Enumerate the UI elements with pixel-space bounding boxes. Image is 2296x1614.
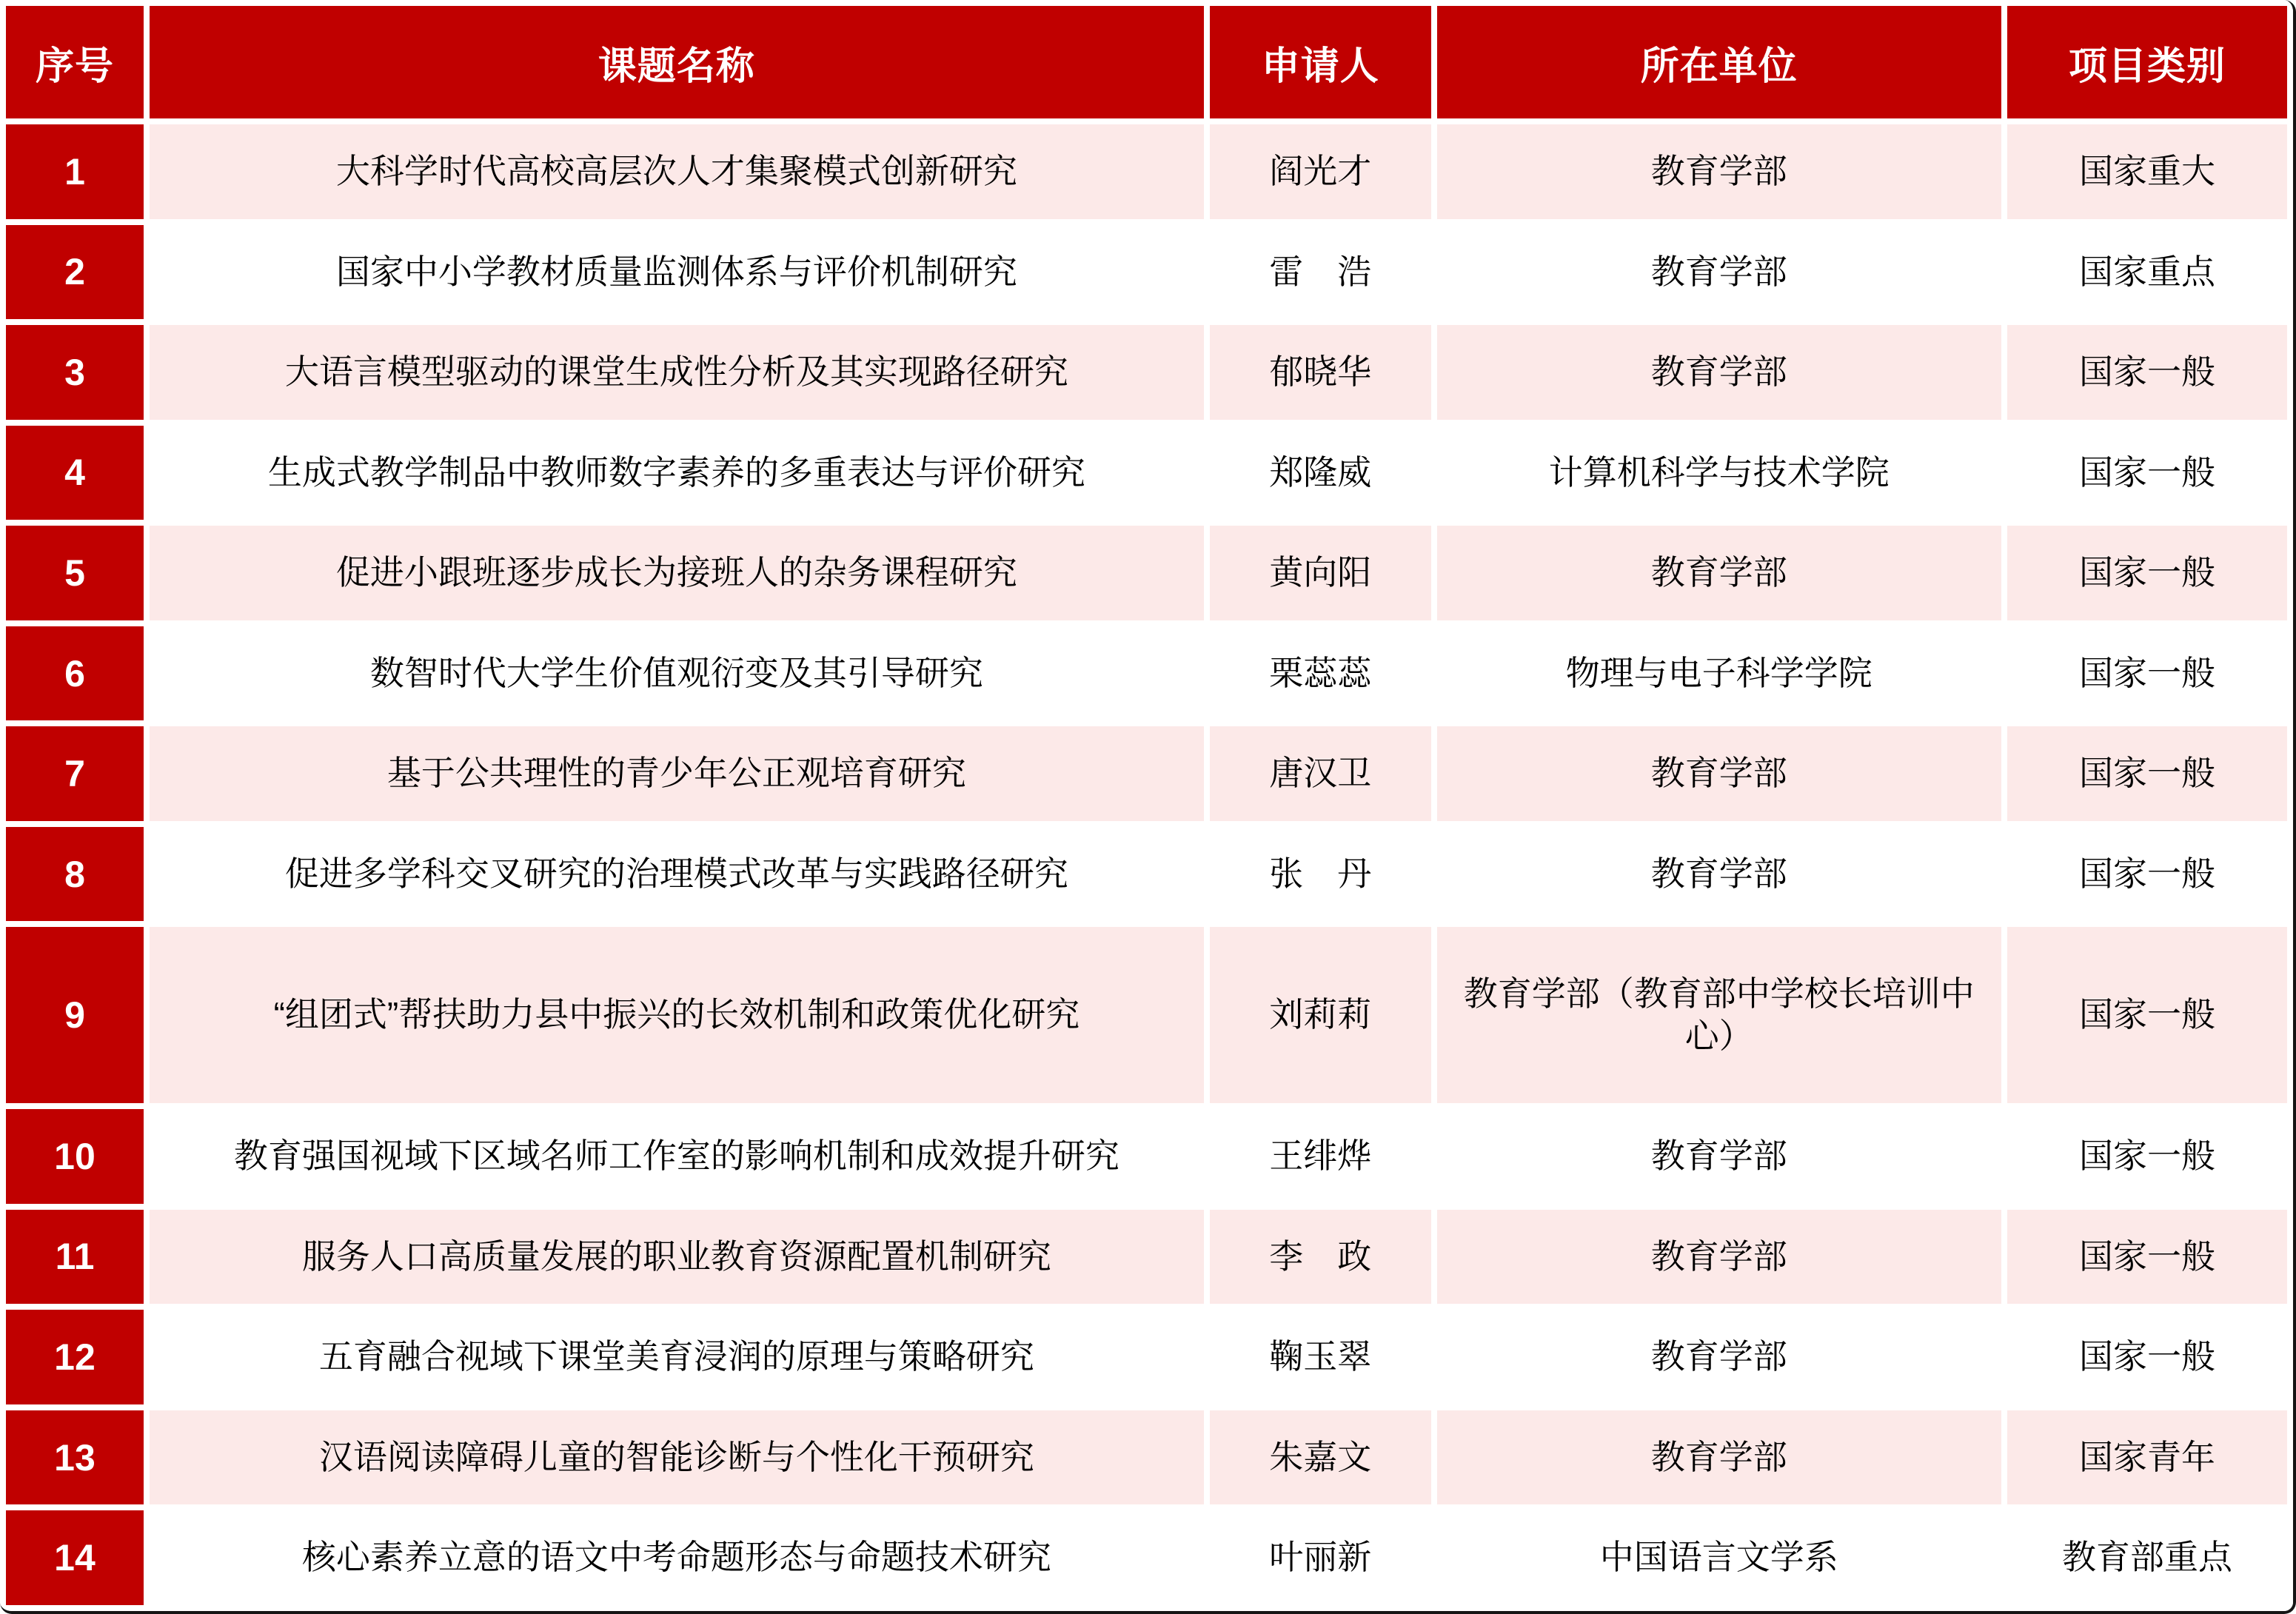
table-header <box>6 6 2287 118</box>
cell-category: 教育部重点 <box>2007 1510 2287 1605</box>
cell-unit: 教育学部 <box>1437 726 2001 821</box>
table-row <box>6 1210 2287 1305</box>
cell-category: 国家一般 <box>2007 927 2287 1103</box>
cell-title: 大科学时代高校高层次人才集聚模式创新研究 <box>150 124 1204 219</box>
cell-applicant: 李 政 <box>1210 1210 1431 1305</box>
cell-index: 2 <box>6 225 144 320</box>
header-row <box>6 6 2287 118</box>
cell-index: 14 <box>6 1510 144 1605</box>
cell-index: 6 <box>6 626 144 721</box>
cell-index: 1 <box>6 124 144 219</box>
cell-index: 11 <box>6 1210 144 1305</box>
cell-title: 生成式教学制品中教师数字素养的多重表达与评价研究 <box>150 426 1204 520</box>
table-row <box>6 426 2287 520</box>
cell-index: 12 <box>6 1310 144 1404</box>
cell-category: 国家青年 <box>2007 1410 2287 1505</box>
cell-category: 国家重大 <box>2007 124 2287 219</box>
header-index: 序号 <box>6 6 144 118</box>
header-unit: 所在单位 <box>1437 6 2001 118</box>
cell-category: 国家一般 <box>2007 1310 2287 1404</box>
table-row <box>6 124 2287 219</box>
cell-category: 国家一般 <box>2007 1109 2287 1204</box>
cell-unit: 教育学部（教育部中学校长培训中心） <box>1437 927 2001 1103</box>
cell-title: 促进小跟班逐步成长为接班人的杂务课程研究 <box>150 526 1204 620</box>
cell-unit: 教育学部 <box>1437 526 2001 620</box>
cell-applicant: 张 丹 <box>1210 827 1431 922</box>
cell-title: 基于公共理性的青少年公正观培育研究 <box>150 726 1204 821</box>
cell-applicant: 黄向阳 <box>1210 526 1431 620</box>
header-title: 课题名称 <box>150 6 1204 118</box>
table-row <box>6 626 2287 721</box>
table-body <box>6 124 2287 1605</box>
cell-category: 国家一般 <box>2007 325 2287 420</box>
cell-applicant: 叶丽新 <box>1210 1510 1431 1605</box>
cell-category: 国家一般 <box>2007 726 2287 821</box>
table-row <box>6 325 2287 420</box>
cell-applicant: 王绯烨 <box>1210 1109 1431 1204</box>
table-row <box>6 225 2287 320</box>
cell-unit: 教育学部 <box>1437 325 2001 420</box>
cell-title: 教育强国视域下区域名师工作室的影响机制和成效提升研究 <box>150 1109 1204 1204</box>
cell-applicant: 朱嘉文 <box>1210 1410 1431 1505</box>
cell-category: 国家重点 <box>2007 225 2287 320</box>
cell-title: 促进多学科交叉研究的治理模式改革与实践路径研究 <box>150 827 1204 922</box>
cell-index: 8 <box>6 827 144 922</box>
table-row <box>6 1109 2287 1204</box>
cell-applicant: 雷 浩 <box>1210 225 1431 320</box>
cell-category: 国家一般 <box>2007 426 2287 520</box>
cell-index: 13 <box>6 1410 144 1505</box>
cell-applicant: 郁晓华 <box>1210 325 1431 420</box>
cell-applicant: 刘莉莉 <box>1210 927 1431 1103</box>
cell-title: 五育融合视域下课堂美育浸润的原理与策略研究 <box>150 1310 1204 1404</box>
cell-unit: 教育学部 <box>1437 225 2001 320</box>
cell-category: 国家一般 <box>2007 827 2287 922</box>
cell-index: 3 <box>6 325 144 420</box>
cell-unit: 物理与电子科学学院 <box>1437 626 2001 721</box>
cell-applicant: 阎光才 <box>1210 124 1431 219</box>
table-row <box>6 526 2287 620</box>
cell-index: 10 <box>6 1109 144 1204</box>
cell-title: 大语言模型驱动的课堂生成性分析及其实现路径研究 <box>150 325 1204 420</box>
cell-applicant: 郑隆威 <box>1210 426 1431 520</box>
cell-category: 国家一般 <box>2007 526 2287 620</box>
header-category: 项目类别 <box>2007 6 2287 118</box>
cell-title: 核心素养立意的语文中考命题形态与命题技术研究 <box>150 1510 1204 1605</box>
cell-applicant: 栗蕊蕊 <box>1210 626 1431 721</box>
cell-category: 国家一般 <box>2007 626 2287 721</box>
table-row <box>6 1410 2287 1505</box>
cell-title: 汉语阅读障碍儿童的智能诊断与个性化干预研究 <box>150 1410 1204 1505</box>
cell-unit: 教育学部 <box>1437 124 2001 219</box>
cell-unit: 教育学部 <box>1437 827 2001 922</box>
cell-title: 国家中小学教材质量监测体系与评价机制研究 <box>150 225 1204 320</box>
cell-index: 4 <box>6 426 144 520</box>
cell-unit: 计算机科学与技术学院 <box>1437 426 2001 520</box>
cell-unit: 教育学部 <box>1437 1410 2001 1505</box>
cell-unit: 教育学部 <box>1437 1210 2001 1305</box>
header-applicant: 申请人 <box>1210 6 1431 118</box>
table-row <box>6 726 2287 821</box>
table-row <box>6 1310 2287 1404</box>
cell-title: 数智时代大学生价值观衍变及其引导研究 <box>150 626 1204 721</box>
table-row <box>6 827 2287 922</box>
table-row <box>6 927 2287 1103</box>
cell-unit: 教育学部 <box>1437 1310 2001 1404</box>
cell-index: 7 <box>6 726 144 821</box>
cell-category: 国家一般 <box>2007 1210 2287 1305</box>
cell-title: “组团式”帮扶助力县中振兴的长效机制和政策优化研究 <box>150 927 1204 1103</box>
cell-applicant: 鞠玉翠 <box>1210 1310 1431 1404</box>
table-row <box>6 1510 2287 1605</box>
cell-unit: 中国语言文学系 <box>1437 1510 2001 1605</box>
cell-index: 9 <box>6 927 144 1103</box>
cell-title: 服务人口高质量发展的职业教育资源配置机制研究 <box>150 1210 1204 1305</box>
cell-applicant: 唐汉卫 <box>1210 726 1431 821</box>
cell-unit: 教育学部 <box>1437 1109 2001 1204</box>
cell-index: 5 <box>6 526 144 620</box>
